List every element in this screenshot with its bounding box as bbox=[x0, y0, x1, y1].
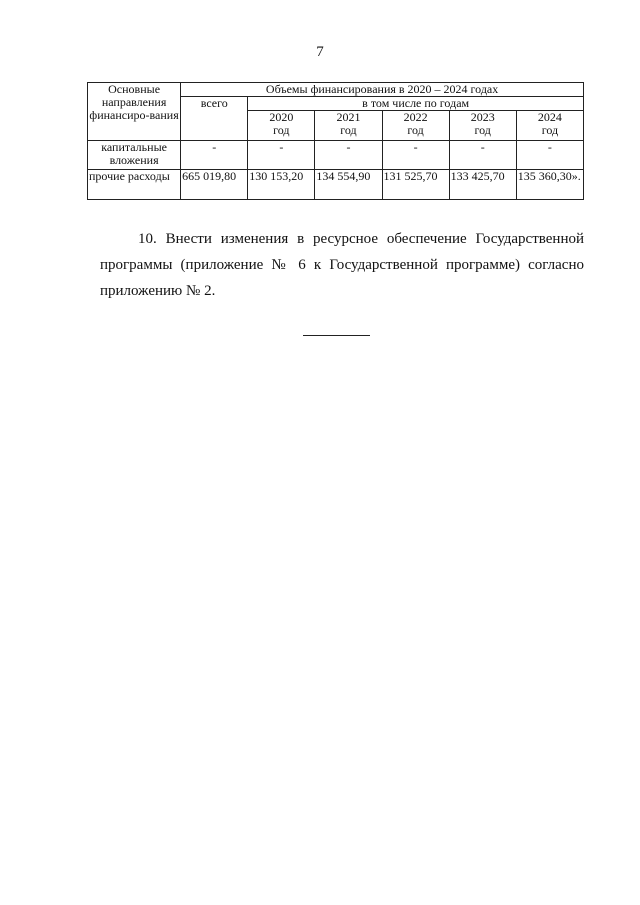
cell-value: 134 554,90 bbox=[315, 170, 382, 200]
header-year-2024: 2024 год bbox=[516, 111, 583, 141]
table-row bbox=[88, 170, 584, 200]
cell-value: - bbox=[382, 141, 449, 170]
body-paragraph: 10. Внести изменения в ресурсное обеспечение Государственной программы (приложение № 6 к Государственной программе) согласно приложению № 2. bbox=[100, 231, 584, 299]
cell-total: 665 019,80 bbox=[181, 170, 248, 200]
header-financing-volume: Объемы финансирования в 2020 – 2024 годах bbox=[181, 83, 584, 97]
cell-value: - bbox=[516, 141, 583, 170]
page-number: 7 bbox=[316, 44, 324, 60]
cell-value: - bbox=[315, 141, 382, 170]
cell-value: - bbox=[248, 141, 315, 170]
financing-table bbox=[87, 82, 584, 200]
end-separator-line bbox=[303, 335, 370, 336]
header-year-2021: 2021 год bbox=[315, 111, 382, 141]
cell-total: - bbox=[181, 141, 248, 170]
header-by-years: в том числе по годам bbox=[248, 97, 584, 111]
cell-value: 133 425,70 bbox=[449, 170, 516, 200]
cell-value: 135 360,30». bbox=[516, 170, 583, 200]
header-year-2020: 2020 год bbox=[248, 111, 315, 141]
cell-value: - bbox=[449, 141, 516, 170]
header-total: всего bbox=[181, 97, 248, 141]
header-main-direction: Основные направления финансиро-вания bbox=[88, 83, 181, 141]
cell-value: 131 525,70 bbox=[382, 170, 449, 200]
row-label: капитальные вложения bbox=[88, 141, 181, 170]
cell-value: 130 153,20 bbox=[248, 170, 315, 200]
header-year-2023: 2023 год bbox=[449, 111, 516, 141]
table-row bbox=[88, 141, 584, 170]
row-label: прочие расходы bbox=[88, 170, 181, 200]
header-year-2022: 2022 год bbox=[382, 111, 449, 141]
